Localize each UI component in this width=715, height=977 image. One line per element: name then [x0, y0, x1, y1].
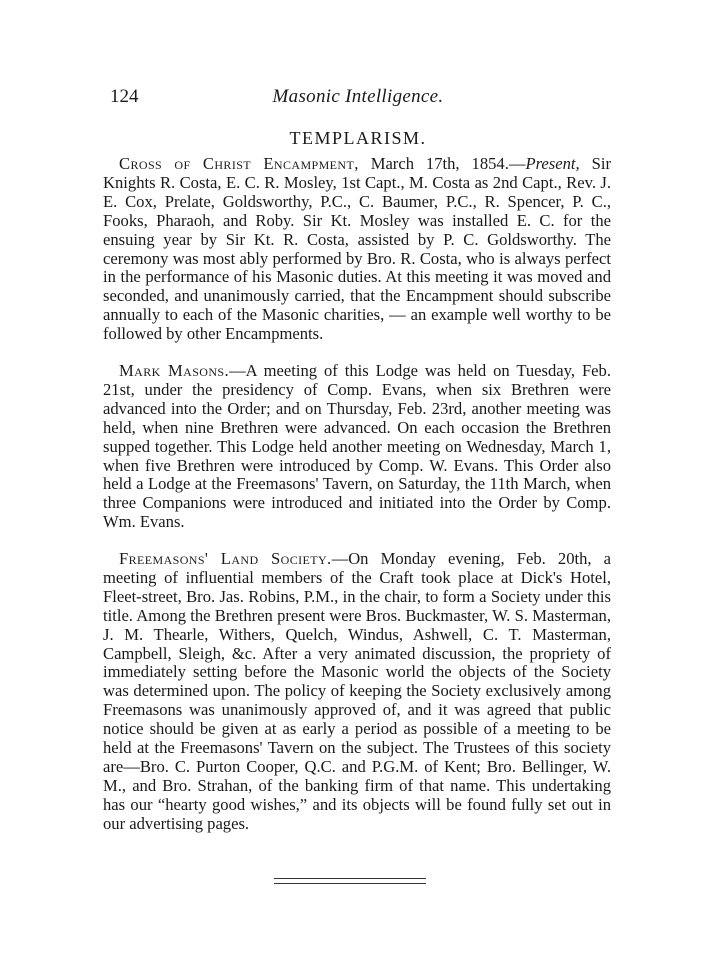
section-title: TEMPLARISM. [289, 128, 427, 148]
running-head: Masonic Intelligence. [272, 86, 444, 107]
section-divider-rule [274, 883, 426, 884]
paragraph-cross-of-christ-encampment [103, 155, 611, 344]
paragraph-lead: Mark Masons. [119, 361, 230, 380]
paragraph-date: March 17th, 1854.— [358, 154, 526, 173]
paragraph-lead: Freemasons' Land Society. [119, 549, 332, 568]
paragraph-text: Sir Knights R. Costa, E. C. R. Mosley, 1st Capt., M. Costa as 2nd Capt., Rev. J. E. Cox, Prelate, Goldsworthy, P.C., C. Baumer, P.C., R. Spencer, P. C., Fooks, Pharaoh, and Roby. Sir Kt. Mosley was installed E. C. for the ensuing year by Sir Kt. R. Costa, assisted by P. C. Goldsworthy. The ceremony was most ably performed by Bro. R. Costa, who is always perfect in the performance of his Masonic duties. At this meeting it was moved and seconded, and unanimously carried, that the Encampment should subscribe annually to each of the Masonic charities, — an example well worthy to be followed by other Encampments. [103, 154, 611, 344]
page-number: 124 [110, 86, 139, 107]
paragraph-lead-italic: Present, [525, 154, 580, 173]
paragraph-lead: Cross of Christ Encampment, [119, 154, 359, 173]
paragraph-text: —On Monday evening, Feb. 20th, a meeting of influential members of the Craft took place at Dick's Hotel, Fleet-street, Bro. Jas. Robins, P.M., in the chair, to form a Society under this title. Among the Brethren present were Bros. Buckmaster, W. S. Masterman, J. M. Thearle, Withers, Quelch, Windus, Ashwell, C. T. Masterman, Campbell, Sleigh, &c. After a very animated discussion, the propriety of immediately setting before the Masonic world the objects of the Society was determined upon. The policy of keeping the Society exclusively among Freemasons was unanimously approved of, and it was agreed that public notice should be given at as early a period as possible of a meeting to be held at the Freemasons' Tavern on the subject. The Trustees of this society are—Bro. C. Purton Cooper, Q.C. and P.G.M. of Kent; Bro. Bellinger, W. M., and Bro. Strahan, of the banking firm of that name. This undertaking has our “hearty good wishes,” and its objects will be found fully set out in our advertising pages. [103, 549, 612, 833]
paragraph-mark-masons [103, 362, 611, 532]
page-header [110, 86, 606, 110]
section-divider-rule [274, 878, 426, 879]
paragraph-freemasons-land-society [103, 550, 611, 834]
paragraph-text: —A meeting of this Lodge was held on Tuesday, Feb. 21st, under the presidency of Comp. Evans, when six Brethren were advanced into the Order; and on Thursday, Feb. 23rd, another meeting was held, when nine Brethren were advanced. On each occasion the Brethren supped together. This Lodge held another meeting on Wednesday, March 1, when five Brethren were introduced by Comp. W. Evans. This Order also held a Lodge at the Freemasons' Tavern, on Saturday, the 11th March, when three Companions were introduced and initiated into the Order by Comp. Wm. Evans. [103, 361, 611, 532]
